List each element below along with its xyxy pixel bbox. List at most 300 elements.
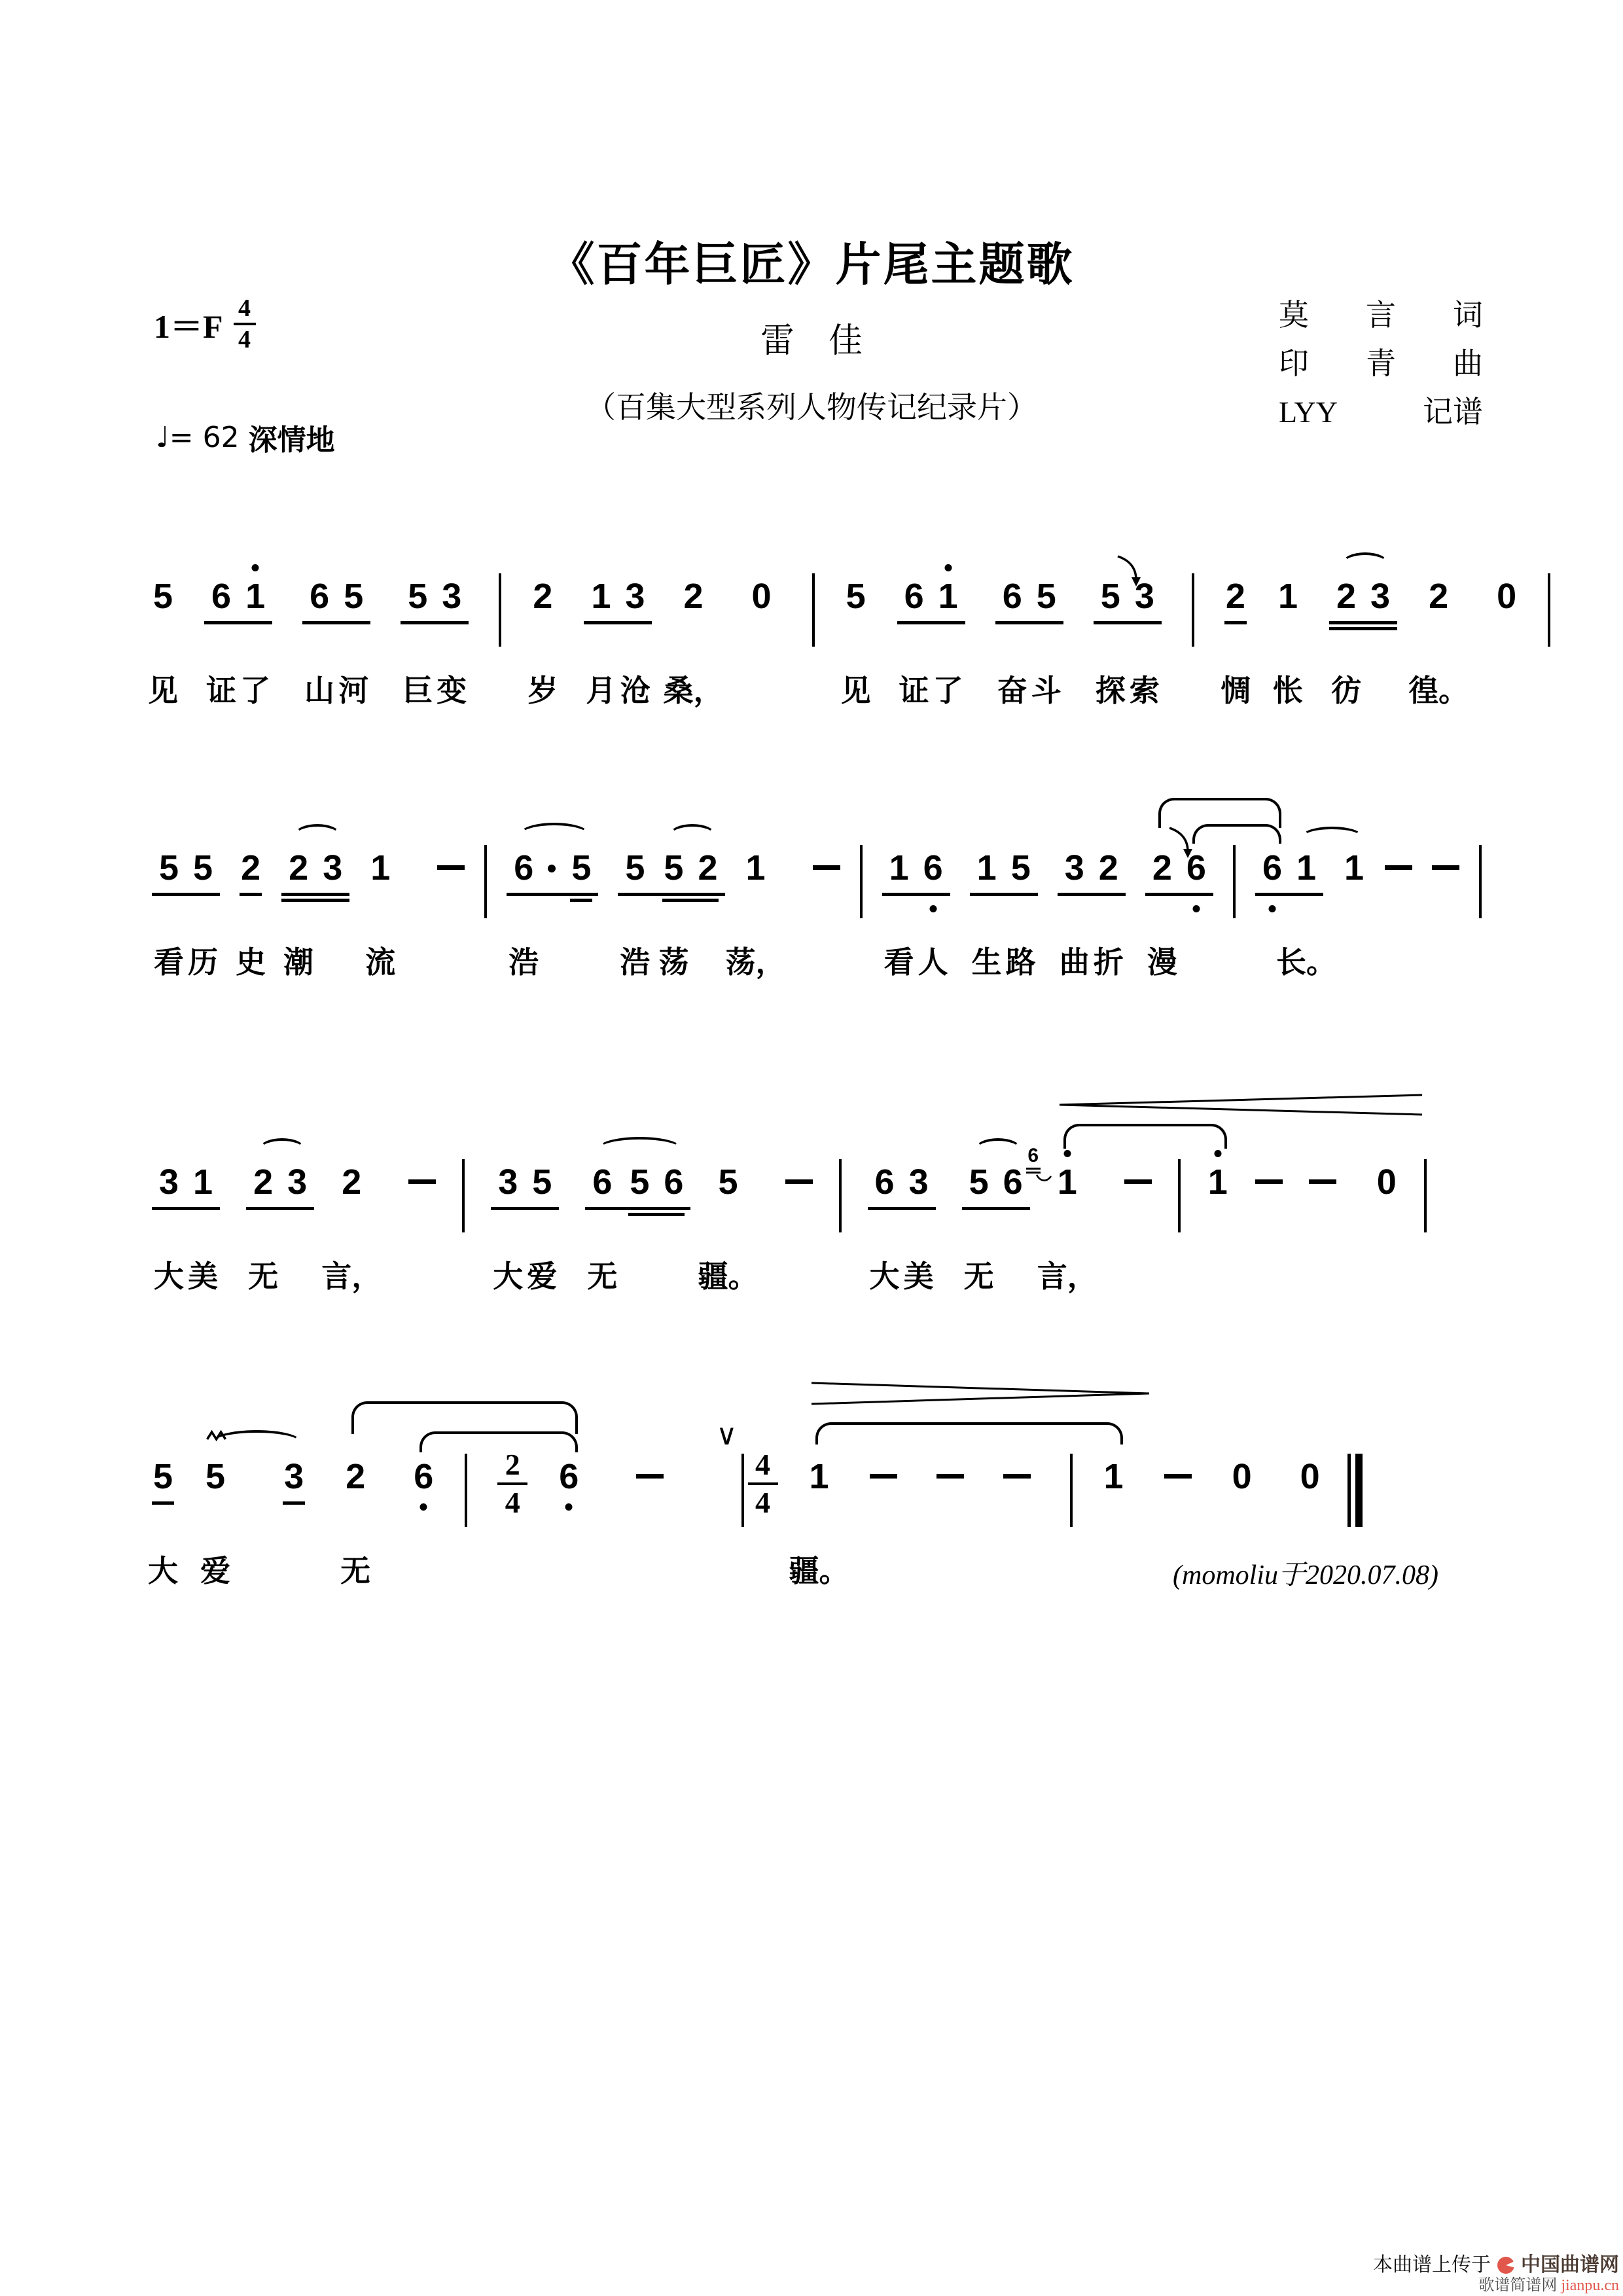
note-row: [204, 576, 272, 708]
lyric: 证: [899, 674, 929, 708]
note-digit: 3 美: [903, 1162, 934, 1293]
duration-dash: [936, 1456, 964, 1479]
credit-text: 莫: [1279, 298, 1309, 332]
barline-mark: [1070, 1454, 1073, 1527]
note-row: [995, 576, 1063, 708]
note-digit: 3: [1370, 577, 1391, 616]
time-sig-bar: [748, 1482, 778, 1485]
lyric: 流: [365, 946, 396, 979]
beam-underline: [1329, 627, 1397, 630]
note-digit: 5 看: [154, 848, 185, 979]
grace-underline: [1026, 1168, 1041, 1170]
note-group: [1145, 848, 1213, 979]
note-digit: 5: [630, 1162, 650, 1202]
rest-cell: [1376, 1162, 1398, 1202]
note-cell: [527, 576, 558, 708]
lyric: 漫: [1147, 946, 1177, 979]
note-cell: [412, 1456, 435, 1497]
note-row: [618, 848, 724, 979]
beam-underline: [281, 893, 349, 896]
barline: [465, 1456, 467, 1527]
lyric: 了: [240, 674, 271, 708]
note-digit: 6: [1185, 848, 1207, 888]
note-row: [246, 1162, 314, 1293]
beam-underline: [240, 893, 262, 896]
lyric: 见: [840, 674, 871, 708]
note-digit: 1 长。: [1276, 848, 1336, 979]
beam-underline: [152, 1501, 174, 1505]
song-title: 《百年巨匠》片尾主题歌: [548, 239, 1075, 290]
beam-underline: [152, 1207, 220, 1210]
note-digit: 2 徨。: [1408, 577, 1469, 708]
time-sig-bar: [497, 1482, 527, 1485]
note-digit: 1 了: [244, 576, 266, 617]
note-digit: 1 疆。: [789, 1457, 849, 1588]
lyric: 疆。: [698, 1260, 758, 1293]
rest-cell: [751, 576, 773, 617]
duration-dash: [1124, 1162, 1152, 1184]
slur-arc: [294, 824, 340, 846]
final-barline-mark: [1347, 1454, 1363, 1527]
beam-underline: [584, 621, 652, 624]
time-sig-bottom: 4: [505, 1486, 520, 1519]
octave-dot-above: [1063, 1150, 1071, 1157]
barline: [839, 1162, 842, 1232]
date-annotation: (momoliu于2020.07.08): [1173, 1560, 1438, 1590]
note-digit: 2 折: [1093, 848, 1124, 979]
note-digit: 5 疆。: [698, 1162, 758, 1293]
lyric: 沧: [620, 674, 651, 708]
note-digit: 2 漫: [1151, 848, 1173, 888]
barline-mark: [1233, 845, 1236, 918]
note-digit: 6 无: [587, 1162, 618, 1293]
watermark-domain: jianpu.cn: [1561, 2277, 1619, 2294]
slur-arc: [211, 1430, 302, 1454]
lyric: 徨。: [1408, 674, 1469, 708]
lyric: 荡: [658, 946, 689, 979]
octave-dot-above: [252, 564, 259, 571]
note-group: [491, 1162, 559, 1293]
note-group: [962, 1162, 1030, 1293]
time-sig-top: 2: [505, 1448, 520, 1481]
music-line-1: [148, 504, 1580, 708]
octave-dot-below: [565, 1503, 573, 1511]
note-digit: 2 无: [340, 1457, 371, 1588]
dash-mark: [1003, 1474, 1031, 1479]
beam-underline: [1145, 893, 1213, 896]
barline: [1178, 1162, 1181, 1232]
lyric: 见: [148, 674, 179, 708]
note-cell: [789, 1456, 849, 1588]
lyric: 浩: [508, 946, 539, 979]
barline: [1424, 1162, 1427, 1232]
watermark-site-name: 中国曲谱网: [1521, 2254, 1619, 2276]
barline-mark: [499, 573, 501, 647]
beam-underline: [618, 893, 724, 896]
note-row: [401, 576, 469, 708]
lyric: 大: [493, 1260, 524, 1293]
beam-underline: [995, 621, 1063, 624]
note-group: [618, 848, 724, 979]
lyric: 路: [1005, 946, 1036, 979]
credit-text: 词: [1453, 298, 1483, 332]
augmentation-dot: [546, 848, 558, 872]
barline-mark: [1178, 1159, 1181, 1232]
dash-mark: [813, 865, 840, 870]
rest-note: 0: [1497, 577, 1517, 616]
lyric: 人: [918, 946, 948, 979]
note-group: [995, 576, 1063, 708]
grace-tie-icon: [1035, 1174, 1052, 1187]
note-cell: [1207, 1162, 1229, 1202]
lyric: 月: [586, 674, 616, 708]
note-digit: 2: [698, 848, 718, 888]
octave-dot-above: [944, 564, 952, 571]
note-row: [1329, 576, 1397, 708]
dash-mark: [636, 1474, 664, 1479]
note-row: [868, 1162, 936, 1293]
lyric: 疆。: [789, 1554, 849, 1588]
note-digit: 2 史: [236, 848, 266, 979]
tie-arc: [1063, 1124, 1227, 1149]
lyric: 大: [869, 1260, 900, 1293]
time-signature: [497, 1448, 527, 1519]
note-digit: 6 浩: [508, 848, 539, 979]
lyric: 美: [188, 1260, 219, 1293]
note-row: [584, 576, 652, 708]
lyric: 山: [304, 674, 335, 708]
beam-underline: [962, 1207, 1030, 1210]
dash-mark: [437, 865, 465, 870]
lyric: 奋: [997, 674, 1027, 708]
lyric: 美: [903, 1260, 934, 1293]
watermark-subsite: 歌谱简谱网: [1478, 2277, 1558, 2294]
dash-mark: [936, 1474, 964, 1479]
octave-dot-below: [1192, 905, 1200, 912]
barline: [484, 848, 487, 918]
note-digit: 6 大: [869, 1162, 900, 1293]
time-signature-fraction: [497, 1450, 527, 1518]
note-row: [491, 1162, 559, 1293]
lyric: 史: [236, 946, 266, 979]
note-digit: 5 路: [1005, 848, 1036, 979]
barline-mark: [1479, 845, 1482, 918]
duration-dash: [1385, 848, 1412, 870]
slur-arc: [520, 823, 589, 846]
note-digit: 2 潮: [283, 848, 314, 979]
time-signature: [748, 1448, 778, 1519]
final-bar-thick: [1355, 1454, 1363, 1527]
sixteenth-underline: [628, 1213, 685, 1216]
lyric: 大: [148, 1554, 179, 1588]
note-digit: 6 证: [899, 577, 929, 708]
beam-underline: [507, 893, 598, 896]
note-group: [1329, 576, 1397, 708]
beam-underline: [585, 1207, 690, 1210]
note-cell: [283, 1456, 305, 1505]
music-line-3: [152, 1090, 1453, 1293]
note-group: [584, 576, 652, 708]
meter-bottom: 4: [238, 326, 251, 353]
lyric: 长。: [1276, 946, 1336, 979]
note-digit: 6: [558, 1456, 580, 1497]
note-digit: 3 沧: [620, 577, 651, 708]
note-digit: 5 爱: [527, 1162, 558, 1293]
note-row: [962, 1162, 1030, 1293]
music-line-4: [148, 1384, 1438, 1590]
note-row: [1058, 848, 1126, 979]
note-digit: 5 见: [148, 577, 179, 708]
octave-dot-below: [1268, 905, 1275, 912]
note-digit: 5 河: [338, 577, 369, 708]
beam-underline: [401, 621, 469, 624]
note-group: [302, 576, 370, 708]
note-row: [302, 576, 370, 708]
lyric: 历: [188, 946, 219, 979]
note-cell: [236, 848, 266, 979]
subtitle: （百集大型系列人物传记纪录片）: [586, 391, 1037, 424]
octave-dot-below: [420, 1503, 427, 1511]
lyric: 爱: [200, 1554, 231, 1588]
note-group: [897, 576, 965, 708]
lyric: 曲: [1059, 946, 1090, 979]
tie-arc: [351, 1401, 578, 1434]
beam-underline: [1058, 893, 1126, 896]
note-digit: 6 人: [918, 848, 948, 979]
music-line-2: [152, 776, 1501, 979]
note-group: [246, 1162, 314, 1293]
credit-text: LYY: [1279, 395, 1338, 429]
note-cell: [558, 1456, 580, 1497]
duration-dash: [1309, 1162, 1336, 1184]
note-digit: 3 变: [437, 577, 467, 708]
barline: [1479, 848, 1482, 918]
beam-underline: [1329, 621, 1397, 624]
credit-text: 记谱: [1423, 395, 1483, 429]
credit-text: 言: [1366, 298, 1396, 332]
note-row: [1094, 576, 1162, 708]
beam-underline: [283, 1501, 305, 1505]
tie-arc: [419, 1431, 578, 1452]
note-digit: 2 彷: [1331, 577, 1361, 708]
beam-underline: [204, 621, 272, 624]
note-digit: 5 探: [1099, 576, 1122, 617]
slur-arc: [598, 1137, 681, 1160]
watermark-prefix: 本曲谱上传于: [1373, 2254, 1491, 2276]
note-group: [401, 576, 469, 708]
watermark-row1: [1373, 2254, 1619, 2276]
barline-mark: [1548, 573, 1550, 647]
note-group: [152, 1162, 220, 1293]
note-group: [281, 848, 349, 979]
note-digit: 6 证: [206, 577, 237, 708]
rest-note: 0: [1376, 1162, 1397, 1202]
slur-arc: [1342, 552, 1388, 574]
lyric: 爱: [527, 1260, 558, 1293]
rest-note: 0: [1232, 1457, 1252, 1496]
note-digit: 2 言，: [321, 1162, 382, 1293]
barline: [741, 1456, 744, 1527]
note-digit: 3 大: [154, 1162, 185, 1293]
note-row: [507, 848, 598, 979]
lyric: 言，: [321, 1260, 382, 1293]
note-digit: 5 浩: [620, 848, 651, 979]
beam-underline: [882, 893, 950, 896]
lyric: 变: [437, 674, 467, 708]
credit-text: 曲: [1453, 346, 1483, 380]
note-digit: 1 荡，: [725, 848, 786, 979]
note-digit: 2 惆: [1220, 577, 1251, 708]
duration-dash: [1255, 1162, 1283, 1184]
beam-underline: [897, 621, 965, 624]
barline-mark: [839, 1159, 842, 1232]
note-digit: 1 怅: [1272, 577, 1303, 708]
note-row: [1145, 848, 1213, 979]
note-cell: [321, 1162, 382, 1293]
note-digit: 2 无: [248, 1162, 279, 1293]
note-row: [897, 576, 965, 708]
note-cell: [1272, 576, 1303, 708]
dash-mark: [1164, 1474, 1192, 1479]
note-group: [868, 1162, 936, 1293]
lyric: 潮: [283, 946, 314, 979]
note-digit: 5 见: [840, 577, 871, 708]
lyric: 无: [340, 1554, 371, 1588]
note-digit: 1 了: [937, 576, 959, 617]
slur-arc: [975, 1138, 1021, 1160]
beam-underline: [868, 1207, 936, 1210]
grace-note: [1026, 1146, 1041, 1174]
breath-mark-glyph: ∨: [716, 1418, 738, 1452]
note-digit: 5 爱: [200, 1457, 231, 1588]
dash-mark: [870, 1474, 897, 1479]
lyric: 荡，: [725, 946, 786, 979]
lyric: 生: [971, 946, 1002, 979]
lyric: 彷: [1331, 674, 1361, 708]
final-bar-thin: [1347, 1454, 1351, 1527]
duration-dash: [408, 1162, 436, 1184]
note-digit: 1: [1344, 848, 1364, 888]
key-label: 1＝F: [154, 308, 223, 345]
note-digit: 2 桑，: [663, 577, 724, 708]
note-row: [281, 848, 349, 979]
site-logo-icon: [1496, 2255, 1516, 2275]
tie-arc: [1192, 824, 1281, 844]
slur-arc: [259, 1138, 305, 1160]
lyric: 索: [1129, 674, 1160, 708]
note-cell: [148, 1456, 179, 1588]
barline: [462, 1162, 465, 1232]
note-cell: [698, 1162, 758, 1293]
lyric: 河: [338, 674, 369, 708]
note-digit: 3: [287, 1162, 308, 1202]
note-digit: 6: [1261, 848, 1283, 888]
slur-arc: [1302, 827, 1362, 846]
duration-dash: [813, 848, 840, 870]
beam-underline: [970, 893, 1038, 896]
lyric: 了: [933, 674, 963, 708]
rest-cell: [1495, 576, 1518, 617]
lyric: 无: [587, 1260, 618, 1293]
note-digit: 6: [1003, 1162, 1023, 1202]
tie-arc: [815, 1422, 1123, 1444]
tempo-value: ♩= 62: [156, 420, 240, 454]
duration-dash: [437, 848, 465, 870]
note-cell: [1103, 1456, 1125, 1497]
duration-dash: [1164, 1456, 1192, 1479]
beam-underline: [152, 893, 220, 896]
dash-mark: [1255, 1179, 1283, 1184]
credit-text: 印: [1279, 346, 1309, 380]
lyric: 无: [248, 1260, 279, 1293]
note-cell: [1027, 1145, 1097, 1293]
note-row: [152, 848, 220, 979]
note-row: [585, 1162, 690, 1293]
rest-note: 0: [1300, 1457, 1320, 1496]
note-cell: [1408, 576, 1469, 708]
note-digit: 1 看: [883, 848, 914, 979]
octave-dot-below: [929, 905, 936, 912]
note-digit: 5 斗: [1031, 577, 1061, 708]
barline: [1233, 848, 1236, 918]
note-digit: 5 荡: [658, 848, 689, 979]
lyric: 看: [883, 946, 914, 979]
watermark: [1373, 2254, 1619, 2294]
note-digit: 5 巨: [402, 577, 433, 708]
barline-mark: [860, 845, 863, 918]
barline-mark: [484, 845, 487, 918]
lyric: 大: [154, 1260, 185, 1293]
note-group: [1058, 848, 1126, 979]
time-sig-top: 4: [755, 1448, 770, 1481]
note-cell: [725, 848, 786, 979]
dash-mark: [1432, 865, 1459, 870]
barline-mark: [812, 573, 815, 647]
note-digit: 3 大: [493, 1162, 524, 1293]
note-cell: [1220, 576, 1251, 708]
lyric: 浩: [620, 946, 651, 979]
lyric: 桑，: [663, 674, 724, 708]
lyric: 折: [1093, 946, 1124, 979]
dash-mark: [408, 1179, 436, 1184]
note-digit: 3 索: [1129, 577, 1160, 708]
barline-mark: [462, 1159, 465, 1232]
note-group: [507, 848, 598, 979]
note-cell: [340, 1456, 371, 1588]
note-cell: [663, 576, 724, 708]
lyric: 无: [963, 1260, 994, 1293]
note-group: [882, 848, 950, 979]
note-digit: 3 曲: [1059, 848, 1090, 979]
barline: [1548, 576, 1550, 647]
crescendo-hairpin: [1058, 1094, 1423, 1119]
note-group: [585, 1162, 690, 1293]
time-sig-bottom: 4: [755, 1486, 770, 1519]
note-digit: 1 生: [971, 848, 1002, 979]
duration-dash: [870, 1456, 897, 1479]
rest-note: 0: [751, 577, 772, 616]
note-digit: 1: [1103, 1457, 1124, 1496]
lyric: 探: [1095, 674, 1126, 708]
note-digit: 5 无: [963, 1162, 994, 1293]
barline: [1192, 576, 1194, 647]
dash-mark: [1385, 865, 1412, 870]
duration-dash: [1432, 848, 1459, 870]
expression-text: 深情地: [248, 424, 335, 456]
lyric: 斗: [1031, 674, 1061, 708]
note-digit: 6 奋: [997, 577, 1027, 708]
lyric: 岁: [527, 674, 558, 708]
